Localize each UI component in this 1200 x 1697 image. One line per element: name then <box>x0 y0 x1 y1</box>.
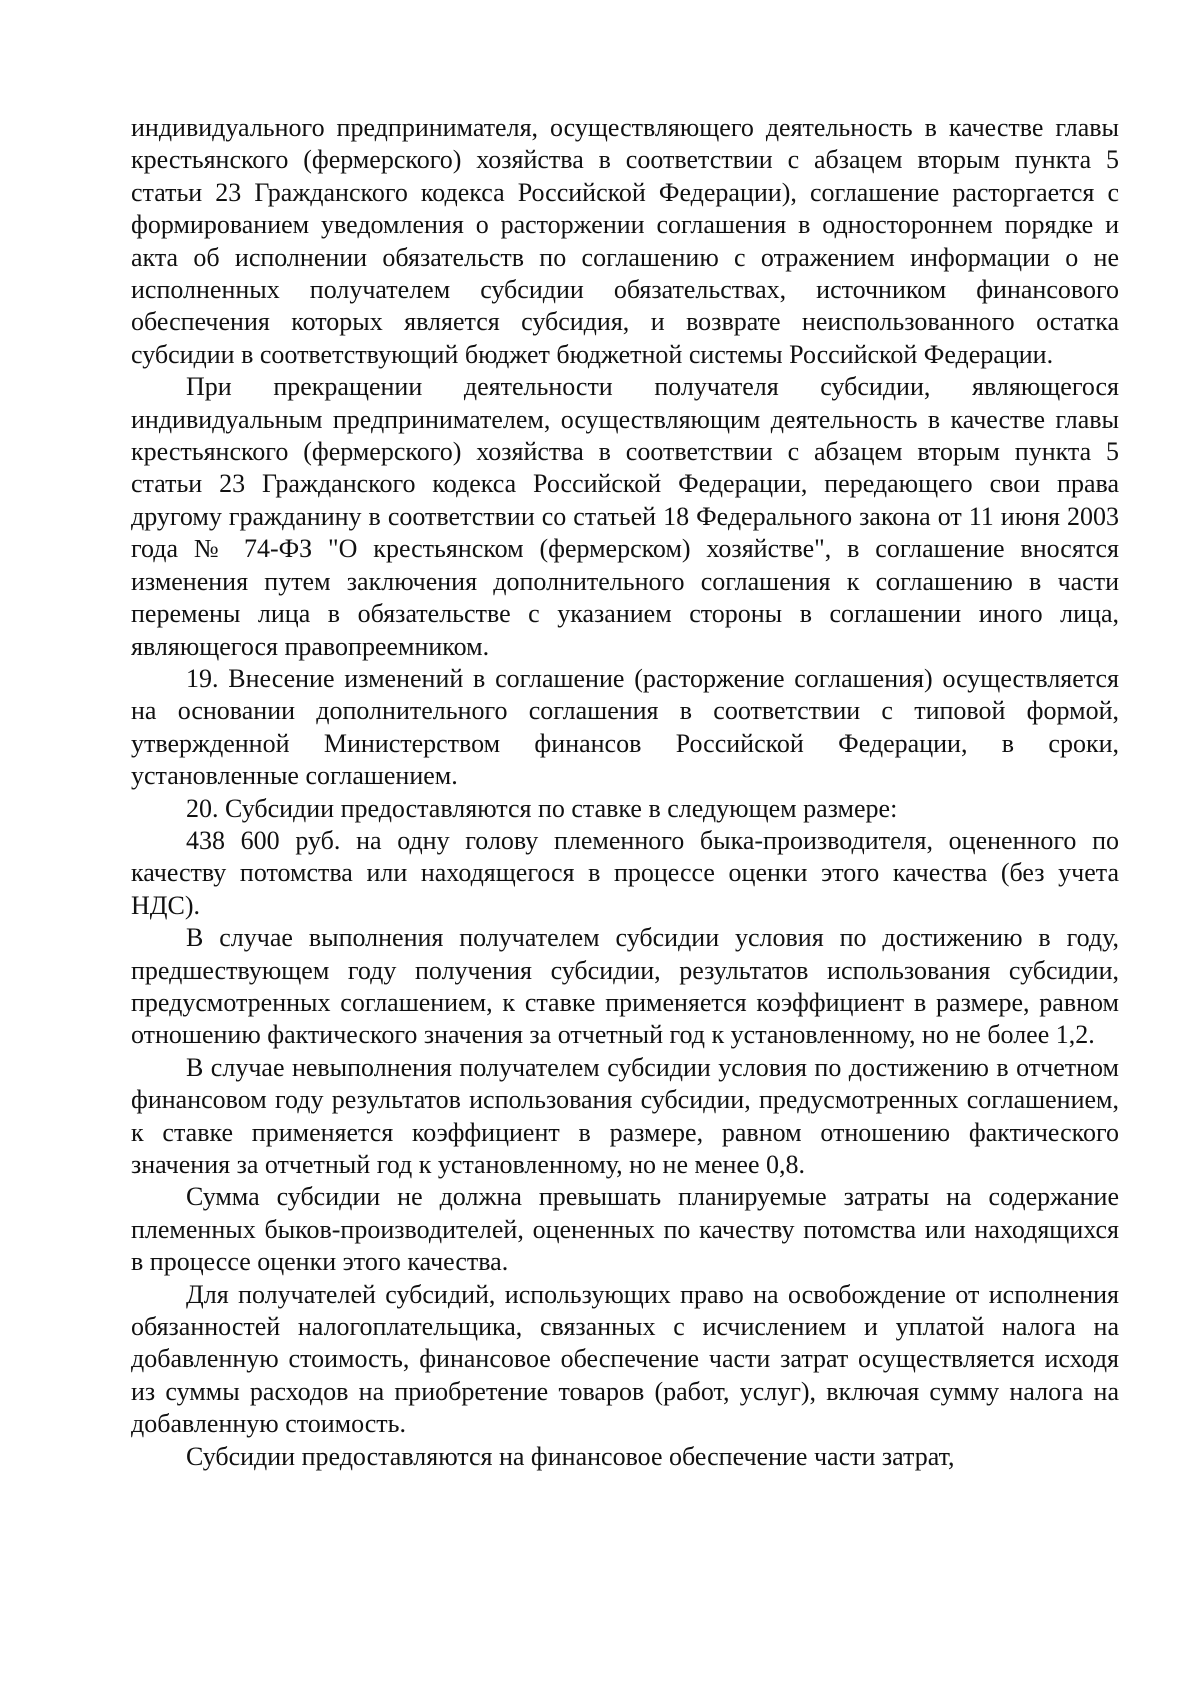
paragraph-item-19: 19. Внесение изменений в соглашение (расторжение соглашения) осуществляется на основании дополнительного соглашения в соответствии с типовой формой, утвержденной Министерством финансов Российской Федерации, в сроки, установленные соглашением. <box>131 663 1119 791</box>
paragraph-coefficient-max: В случае выполнения получателем субсидии условия по достижению в году, предшествующем году получения субсидии, результатов использования субсидии, предусмотренных соглашением, к ставке применяется коэффициент в размере, равном отношению фактического значения за отчетный год к установленному, но не более 1,2. <box>131 923 1119 1050</box>
paragraph-succession: При прекращении деятельности получателя субсидии, являющегося индивидуальным предпринимателем, осуществляющим деятельность в качестве главы крестьянского (фермерского) хозяйства в соответствии с абзацем вторым пункта 5 статьи 23 Гражданского кодекса Российской Федерации, передающего свои права другому гражданину в соответствии со статьей 18 Федерального закона от 11 июня 2003 года № 74-ФЗ "О крестьянском (фермерском) хозяйстве", в соглашение вносятся изменения путем заключения дополнительного соглашения к соглашению в части перемены лица в обязательстве с указанием стороны в соглашении иного лица, являющегося правопреемником. <box>131 372 1119 661</box>
document-body <box>131 112 1119 1473</box>
paragraph-continuation: индивидуального предпринимателя, осуществляющего деятельность в качестве главы крестьянского (фермерского) хозяйства в соответствии с абзацем вторым пункта 5 статьи 23 Гражданского кодекса Российской Федерации), соглашение расторгается с формированием уведомления о расторжении соглашения в одностороннем порядке и акта об исполнении обязательств по соглашению с отражением информации о не исполненных получателем субсидии обязательствах, источником финансового обеспечения которых является субсидия, и возврате неиспользованного остатка субсидии в соответствующий бюджет бюджетной системы Российской Федерации. <box>131 113 1119 369</box>
paragraph-rate: 438 600 руб. на одну голову племенного быка-производителя, оцененного по качеству потомства или находящегося в процессе оценки этого качества (без учета НДС). <box>131 825 1119 920</box>
paragraph-vat: Для получателей субсидий, использующих право на освобождение от исполнения обязанностей налогоплательщика, связанных с исчислением и уплатой налога на добавленную стоимость, финансовое обеспечение части затрат осуществляется исходя из суммы расходов на приобретение товаров (работ, услуг), включая сумму налога на добавленную стоимость. <box>131 1279 1119 1439</box>
paragraph-final: Субсидии предоставляются на финансовое обеспечение части затрат, <box>186 1441 955 1471</box>
paragraph-item-20: 20. Субсидии предоставляются по ставке в следующем размере: <box>186 793 898 823</box>
paragraph-coefficient-min: В случае невыполнения получателем субсидии условия по достижению в отчетном финансовом году результатов использования субсидии, предусмотренных соглашением, к ставке применяется коэффициент в размере, равном отношению фактического значения за отчетный год к установленному, но не менее 0,8. <box>131 1052 1119 1179</box>
paragraph-subsidy-limit: Сумма субсидии не должна превышать планируемые затраты на содержание племенных быков-производителей, оцененных по качеству потомства или находящихся в процессе оценки этого качества. <box>131 1182 1119 1277</box>
